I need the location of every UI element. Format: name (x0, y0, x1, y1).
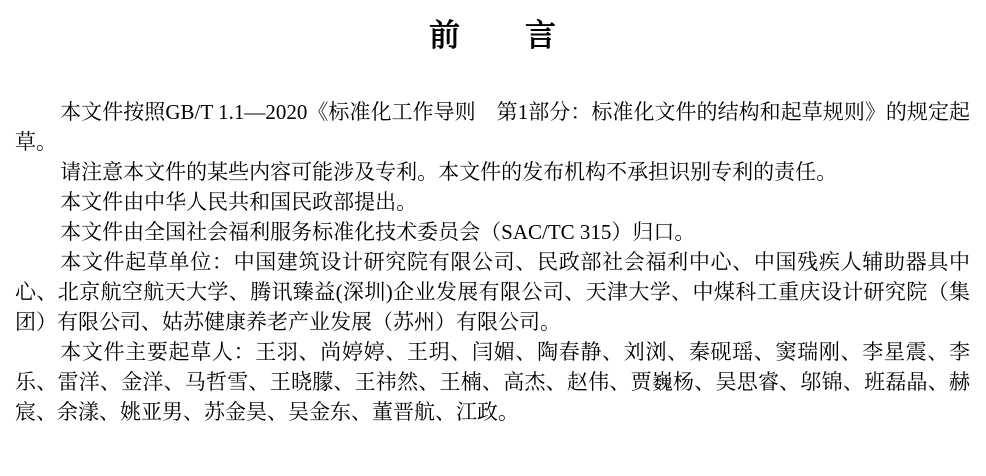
paragraph-centralized-by: 本文件由全国社会福利服务标准化技术委员会（SAC/TC 315）归口。 (60, 220, 696, 244)
foreword-body (15, 97, 970, 427)
paragraph-main-drafters: 本文件主要起草人：王羽、尚婷婷、王玥、闫媚、陶春静、刘浏、秦砚瑶、窦瑞刚、李星震、李乐、雷洋、金洋、马哲雪、王晓朦、王祎然、王楠、高杰、赵伟、贾巍杨、吴思睿、邬锦、班磊晶、赫宸、余漾、姚亚男、苏金昊、吴金东、董晋航、江政。 (15, 340, 970, 424)
paragraph-patent-notice: 请注意本文件的某些内容可能涉及专利。本文件的发布机构不承担识别专利的责任。 (60, 160, 838, 184)
paragraph-proposed-by: 本文件由中华人民共和国民政部提出。 (60, 190, 418, 214)
paragraph-standard-basis: 本文件按照GB/T 1.1—2020《标准化工作导则 第1部分：标准化文件的结构和起草规则》的规定起草。 (15, 100, 970, 154)
paragraph-drafting-organizations: 本文件起草单位：中国建筑设计研究院有限公司、民政部社会福利中心、中国残疾人辅助器具中心、北京航空航天大学、腾讯臻益(深圳)企业发展有限公司、天津大学、中煤科工重庆设计研究院（集团）有限公司、姑苏健康养老产业发展（苏州）有限公司。 (15, 250, 970, 334)
page-title: 前 言 (429, 18, 557, 53)
